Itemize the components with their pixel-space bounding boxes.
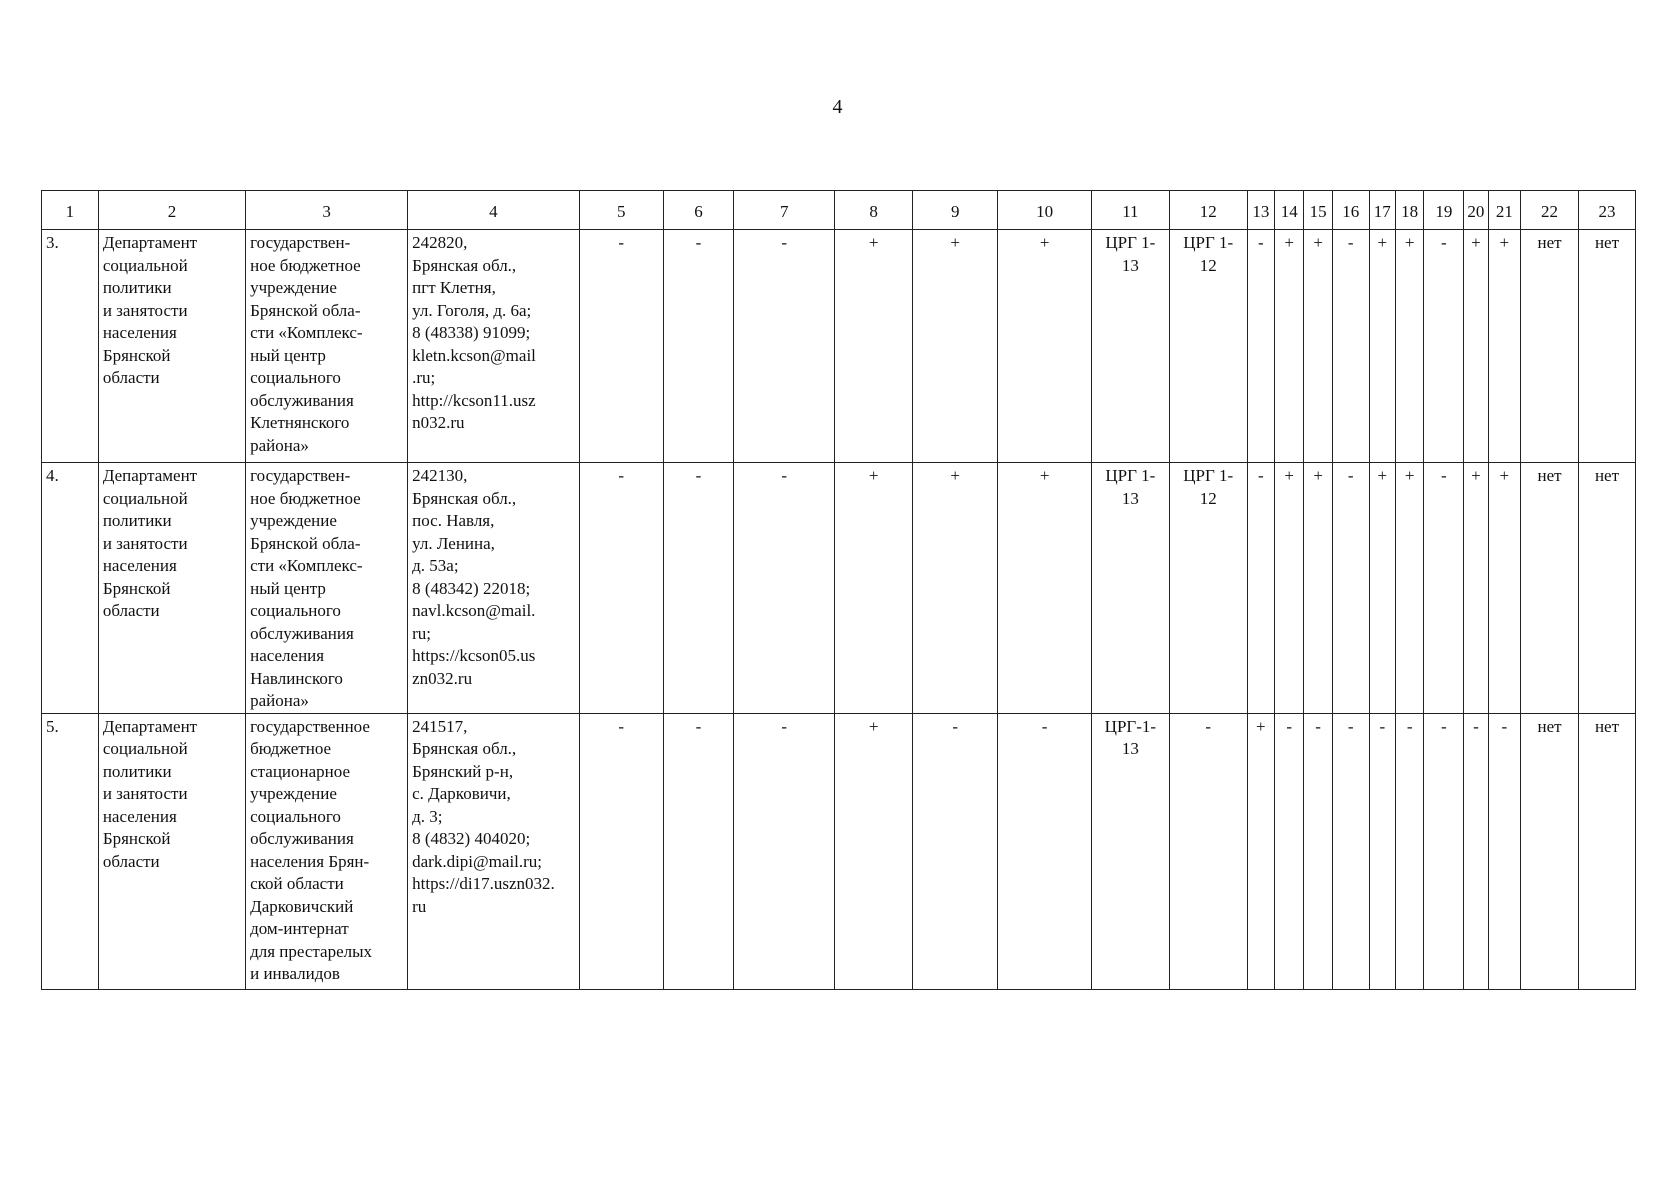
column-number: 15 (1304, 191, 1332, 230)
mark-cell: - (1488, 713, 1521, 989)
answer-cell: нет (1578, 463, 1635, 714)
group-cell: ЦРГ 1- 13 (1091, 463, 1169, 714)
column-number-row (42, 191, 1636, 230)
mark-cell: - (1395, 713, 1423, 989)
contacts-cell: 242820, Брянская обл., пгт Клетня, ул. Гоголя, д. 6а; 8 (48338) 91099; kletn.kcson@mail .ru; http://kcson11.usz n032.ru (408, 230, 579, 463)
mark-cell: + (913, 463, 998, 714)
column-number: 16 (1332, 191, 1369, 230)
department-cell: Департамент социальной политики и занятости населения Брянской области (98, 230, 245, 463)
mark-cell: + (1464, 463, 1488, 714)
table-header (42, 191, 1636, 230)
mark-cell: + (1488, 463, 1521, 714)
mark-cell: + (1274, 230, 1303, 463)
mark-cell: - (913, 713, 998, 989)
mark-cell: + (1304, 463, 1332, 714)
column-number: 2 (98, 191, 245, 230)
mark-cell: + (1304, 230, 1332, 463)
row-number: 3. (42, 230, 99, 463)
table-row (42, 463, 1636, 714)
mark-cell: - (734, 463, 835, 714)
mark-cell: - (998, 713, 1092, 989)
mark-cell: - (1369, 713, 1395, 989)
mark-cell: - (734, 230, 835, 463)
department-cell: Департамент социальной политики и занятости населения Брянской области (98, 463, 245, 714)
column-number: 19 (1424, 191, 1464, 230)
mark-cell: - (1424, 463, 1464, 714)
institution-cell: государственное бюджетное стационарное учреждение социального обслуживания населения Брян- ской области Дарковичский дом-интернат для престарелых и инвалидов (246, 713, 408, 989)
page-number: 4 (832, 96, 843, 118)
mark-cell: + (835, 463, 913, 714)
group-cell: - (1169, 713, 1247, 989)
mark-cell: + (1464, 230, 1488, 463)
column-number: 22 (1521, 191, 1579, 230)
table-row (42, 713, 1636, 989)
mark-cell: + (1488, 230, 1521, 463)
mark-cell: - (1424, 713, 1464, 989)
mark-cell: - (1332, 713, 1369, 989)
mark-cell: - (579, 230, 663, 463)
mark-cell: - (663, 230, 733, 463)
mark-cell: + (1369, 230, 1395, 463)
row-number: 4. (42, 463, 99, 714)
column-number: 20 (1464, 191, 1488, 230)
table-row (42, 230, 1636, 463)
department-cell: Департамент социальной политики и занятости населения Брянской области (98, 713, 245, 989)
column-number: 5 (579, 191, 663, 230)
institution-cell: государствен- ное бюджетное учреждение Брянской обла- сти «Комплекс- ный центр социального обслуживания Клетнянского района» (246, 230, 408, 463)
registry-table (41, 190, 1636, 990)
mark-cell: - (1304, 713, 1332, 989)
mark-cell: - (1464, 713, 1488, 989)
mark-cell: - (663, 463, 733, 714)
mark-cell: + (835, 230, 913, 463)
mark-cell: + (998, 463, 1092, 714)
mark-cell: - (579, 713, 663, 989)
column-number: 8 (835, 191, 913, 230)
answer-cell: нет (1521, 230, 1579, 463)
answer-cell: нет (1578, 713, 1635, 989)
column-number: 21 (1488, 191, 1521, 230)
answer-cell: нет (1521, 463, 1579, 714)
mark-cell: - (663, 713, 733, 989)
column-number: 18 (1395, 191, 1423, 230)
group-cell: ЦРГ 1- 13 (1091, 230, 1169, 463)
group-cell: ЦРГ 1- 12 (1169, 230, 1247, 463)
row-number: 5. (42, 713, 99, 989)
mark-cell: - (1424, 230, 1464, 463)
column-number: 7 (734, 191, 835, 230)
group-cell: ЦРГ 1- 12 (1169, 463, 1247, 714)
column-number: 4 (408, 191, 579, 230)
mark-cell: - (579, 463, 663, 714)
contacts-cell: 242130, Брянская обл., пос. Навля, ул. Ленина, д. 53а; 8 (48342) 22018; navl.kcson@mail. ru; https://kcson05.us zn032.ru (408, 463, 579, 714)
answer-cell: нет (1578, 230, 1635, 463)
column-number: 17 (1369, 191, 1395, 230)
column-number: 14 (1274, 191, 1303, 230)
mark-cell: + (998, 230, 1092, 463)
mark-cell: + (1247, 713, 1274, 989)
mark-cell: + (1395, 230, 1423, 463)
column-number: 6 (663, 191, 733, 230)
mark-cell: + (835, 713, 913, 989)
mark-cell: + (1395, 463, 1423, 714)
group-cell: ЦРГ-1- 13 (1091, 713, 1169, 989)
column-number: 12 (1169, 191, 1247, 230)
mark-cell: + (913, 230, 998, 463)
column-number: 9 (913, 191, 998, 230)
mark-cell: - (1332, 230, 1369, 463)
contacts-cell: 241517, Брянская обл., Брянский р-н, с. Дарковичи, д. 3; 8 (4832) 404020; dark.dipi@mail.ru; https://di17.uszn032. ru (408, 713, 579, 989)
column-number: 11 (1091, 191, 1169, 230)
mark-cell: + (1369, 463, 1395, 714)
table-body (42, 230, 1636, 990)
answer-cell: нет (1521, 713, 1579, 989)
mark-cell: - (734, 713, 835, 989)
column-number: 3 (246, 191, 408, 230)
column-number: 1 (42, 191, 99, 230)
mark-cell: - (1247, 463, 1274, 714)
mark-cell: - (1332, 463, 1369, 714)
mark-cell: - (1247, 230, 1274, 463)
institution-cell: государствен- ное бюджетное учреждение Брянской обла- сти «Комплекс- ный центр социального обслуживания населения Навлинского района» (246, 463, 408, 714)
column-number: 10 (998, 191, 1092, 230)
column-number: 13 (1247, 191, 1274, 230)
mark-cell: - (1274, 713, 1303, 989)
mark-cell: + (1274, 463, 1303, 714)
column-number: 23 (1578, 191, 1635, 230)
